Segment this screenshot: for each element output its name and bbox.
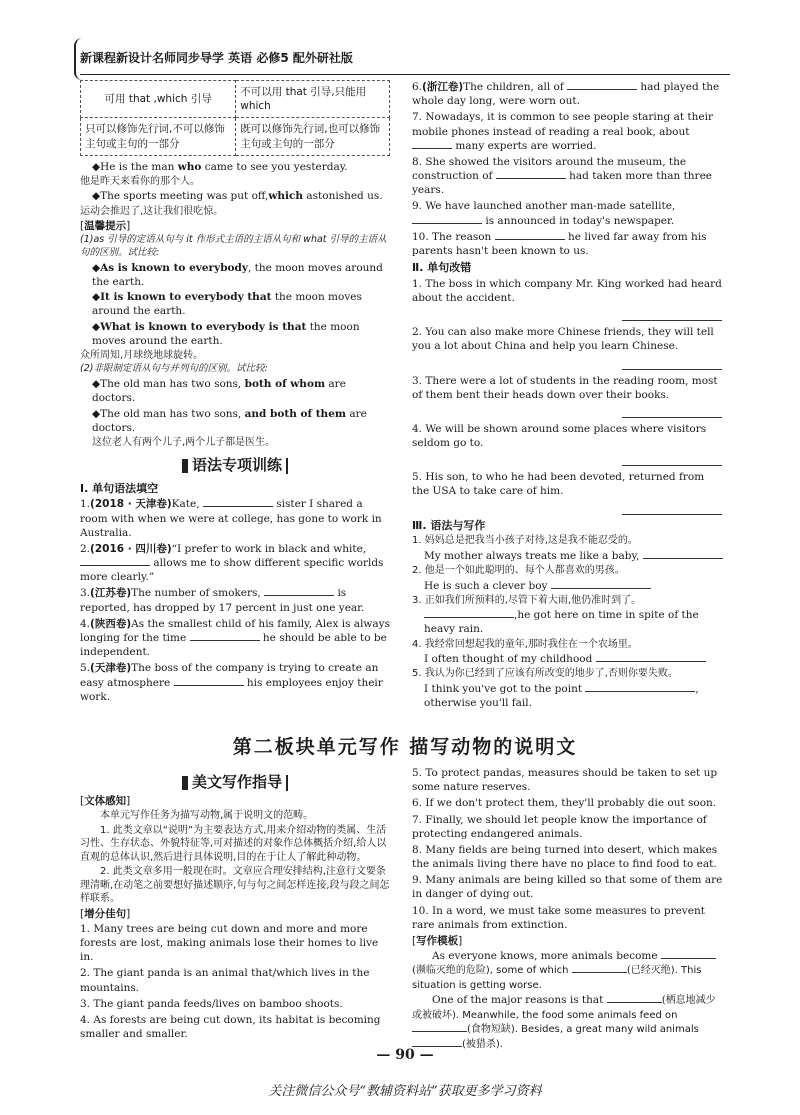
example-sentence: ◆It is known to everybody that the moon moves around the earth. (92, 291, 362, 318)
question-item: 7. Nowadays, it is common to see people staring at their mobile phones instead of reading a real book, about many experts are worried. (412, 111, 714, 152)
question-item: 4.(陕西卷)As the smallest child of his family, Alex is always longing for the time he should be able to be independent. (80, 617, 390, 659)
table-cell: 可用 that ,which 引导 (81, 81, 236, 118)
bottom-left-column (80, 794, 390, 1043)
answer-blank[interactable] (661, 949, 716, 959)
list-item: 2. The giant panda is an animal that/which lives in the mountains. (80, 967, 370, 994)
note-heading: [ 温馨提示 ] (80, 219, 390, 233)
list-item: 1. Many trees are being cut down and more and more forests are lost, making animals lose their homes to live in. (80, 922, 379, 964)
answer-blank[interactable] (412, 214, 482, 224)
paragraph: 1. 此类文章以“说明”为主要表达方式,用来介绍动物的类属、生活习性、生存状态、外貌特征等,可对描述的对象作总体概括介绍,给人以直观的总体认识,然后进行具体说明,目的在于让人了解此种动物。 (80, 824, 387, 863)
answer-blank[interactable] (174, 676, 244, 686)
question-item: 2.(2016 · 四川卷)“I prefer to work in black and white, allows me to show different specific worlds more clearly.” (80, 542, 384, 584)
table-row (81, 81, 390, 118)
comparison-table (80, 80, 390, 156)
translation-answer: I think you've got to the point , otherwise you'll fail. (424, 682, 699, 709)
translation-answer: I often thought of my childhood (412, 652, 724, 666)
example-sentence: ◆The sports meeting was put off,which astonished us. (92, 190, 383, 203)
paragraph: 本单元写作任务为描写动物,属于说明文的范畴。 (100, 810, 314, 822)
footer-note: 关注微信公众号“教辅资料站”获取更多学习资料 (268, 1084, 542, 1099)
list-item: 6. If we don't protect them, they'll probably die out soon. (412, 797, 717, 810)
answer-blank[interactable] (412, 1022, 467, 1032)
answer-line[interactable] (622, 307, 722, 321)
header-rule (80, 74, 730, 75)
subsection-heading: [ 写作模板 ] (412, 934, 724, 948)
section-heading: Ⅰ. 单句语法填空 (80, 481, 159, 495)
list-item: 4. As forests are being cut down, its habitat is becoming smaller and smaller. (80, 1013, 381, 1041)
answer-blank[interactable] (572, 963, 627, 973)
answer-blank[interactable] (551, 579, 651, 589)
translation-answer: My mother always treats me like a baby, (412, 549, 724, 563)
answer-line[interactable] (622, 404, 722, 418)
paragraph: 2. 此类文章多用一般现在时。文章应合理安排结构,注意行文要条理清晰,在动笔之前要想好描述顺序,句与句之间怎样连接,段与段之间怎样联系。 (80, 866, 390, 905)
list-item: 5. To protect pandas, measures should be taken to set up some nature reserves. (412, 767, 718, 794)
template-paragraph: One of the major reasons is that (栖息地减少或被破坏). Meanwhile, the food some animals feed on (食物短缺). Besides, a great many wild animals (被猎杀). (412, 994, 716, 1050)
translation-answer: ,he got here on time in spite of the heavy rain. (424, 609, 699, 636)
translation-prompt: 2. 他是一个如此聪明的、每个人都喜欢的男孩。 (412, 565, 625, 577)
translation-prompt: 5. 我认为你已经到了应该有所改变的地步了,否则你要失败。 (412, 668, 678, 680)
translation-answer: He is such a clever boy (412, 579, 724, 593)
correction-item: 1. The boss in which company Mr. King worked had heard about the accident. (412, 277, 722, 305)
divider-bar (286, 775, 288, 791)
note-paragraph: (1)as 引导的定语从句与 it 作形式主语的主语从句和 what 引导的主语从句的区别。试比较: (80, 234, 387, 259)
answer-blank[interactable] (496, 169, 566, 179)
example-sentence: ◆The old man has two sons, and both of them are doctors. (92, 407, 367, 434)
example-sentence: ◆He is the man who came to see you yesterday. (92, 160, 348, 173)
translation-prompt: 4. 我经常回想起我的童年,那时我住在一个农场里。 (412, 638, 638, 650)
table-row (81, 118, 390, 155)
subsection-heading: [ 增分佳句 ] (80, 907, 390, 921)
question-item: 10. The reason he lived far away from his parents hasn't been known to us. (412, 230, 707, 257)
correction-item: 2. You can also make more Chinese friends, they will tell you a lot about China and help you learn Chinese. (412, 326, 714, 353)
question-item: 9. We have launched another man-made satellite, is announced in today's newspaper. (412, 200, 676, 227)
answer-blank[interactable] (495, 230, 565, 240)
page-number: — 90 — (376, 1047, 434, 1063)
left-column (80, 80, 390, 706)
list-item: 10. In a word, we must take some measures to prevent rare animals from extinction. (412, 904, 705, 931)
translation-prompt: 3. 正如我们所预料的,尽管下着大雨,他仍准时到了。 (412, 594, 642, 606)
bookmark-icon (182, 459, 188, 473)
note-paragraph: (2)非限制定语从句与并列句的区别。试比较: (80, 363, 268, 375)
correction-item: 3. There were a lot of students in the reading room, most of them bent their heads down over their books. (412, 374, 718, 401)
answer-blank[interactable] (412, 139, 452, 149)
correction-item: 5. His son, to who he had been devoted, returned from the USA to take care of him. (412, 471, 705, 498)
question-item: 8. She showed the visitors around the museum, the construction of had taken more than three years. (412, 155, 712, 197)
answer-blank[interactable] (264, 586, 334, 596)
answer-line[interactable] (622, 356, 722, 370)
table-cell: 既可以修饰先行词,也可以修饰主句或主句的一部分 (236, 118, 390, 155)
subsection-heading: [ 文体感知 ] (80, 794, 390, 808)
bottom-right-column (412, 766, 724, 1052)
example-translation: 众所周知,月球绕地球旋转。 (80, 349, 204, 361)
section-heading: Ⅱ. 单句改错 (412, 261, 472, 275)
example-sentence: ◆The old man has two sons, both of whom are doctors. (92, 378, 346, 405)
answer-blank[interactable] (190, 631, 260, 641)
template-paragraph: As everyone knows, more animals become (濒临灭绝的危险), some of which (已经灭绝). This situation is getting worse. (412, 949, 724, 992)
answer-line[interactable] (622, 452, 722, 466)
divider-bar (286, 458, 288, 474)
question-item: 3.(江苏卷)The number of smokers, is reported, has dropped by 17 percent in just one year. (80, 587, 365, 614)
bookmark-icon (182, 776, 188, 790)
answer-blank[interactable] (596, 652, 706, 662)
answer-blank[interactable] (424, 608, 514, 618)
answer-blank[interactable] (203, 497, 273, 507)
table-cell: 只可以修饰先行词,不可以修饰主句或主句的一部分 (81, 118, 236, 155)
answer-blank[interactable] (643, 549, 723, 559)
example-sentence: ◆What is known to everybody is that the moon moves around the earth. (92, 320, 360, 347)
answer-line[interactable] (622, 501, 722, 515)
example-translation: 他是昨天来看你的那个人。 (80, 175, 200, 187)
right-column (412, 80, 724, 711)
section-title: 第二板块单元写作 描写动物的说明文 (232, 736, 578, 758)
running-header: 新课程新设计名师同步导学 英语 必修5 配外研社版 (80, 51, 353, 65)
answer-blank[interactable] (567, 80, 637, 90)
section-heading: Ⅲ. 语法与写作 (412, 518, 486, 532)
correction-item: 4. We will be shown around some places where visitors seldom go to. (412, 422, 707, 450)
question-item: 6.(浙江卷)The children, all of had played the whole day long, were worn out. (412, 81, 720, 108)
translation-prompt: 1. 妈妈总是把我当小孩子对待,这是我不能忍受的。 (412, 535, 638, 547)
table-cell: 不可以用 that 引导,只能用 which (236, 81, 390, 118)
list-item: 9. Many animals are being killed so that some of them are in danger of dying out. (412, 874, 723, 901)
list-item: 8. Many fields are being turned into desert, which makes the animals living there have no place to find food to eat. (412, 843, 718, 871)
answer-blank[interactable] (80, 556, 150, 566)
list-item: 7. Finally, we should let people know the importance of protecting endangered animals. (412, 813, 707, 840)
answer-blank[interactable] (585, 682, 695, 692)
grammar-box-title: 语法专项训练 (80, 455, 390, 475)
example-translation: 运动会推迟了,这让我们很吃惊。 (80, 205, 224, 217)
example-sentence: ◆As is known to everybody, the moon moves around the earth. (92, 261, 383, 288)
list-item: 3. The giant panda feeds/lives on bamboo shoots. (80, 997, 343, 1010)
question-item: 5.(天津卷)The boss of the company is trying to create an easy atmosphere his employees enjoy their work. (80, 662, 383, 703)
question-item: 1.(2018 · 天津卷)Kate, sister I shared a room with when we were at college, has gone to work in Australia. (80, 498, 382, 539)
writing-box-title: 美文写作指导 (80, 772, 390, 792)
answer-blank[interactable] (607, 993, 662, 1003)
example-translation: 这位老人有两个儿子,两个儿子都是医生。 (92, 436, 276, 448)
